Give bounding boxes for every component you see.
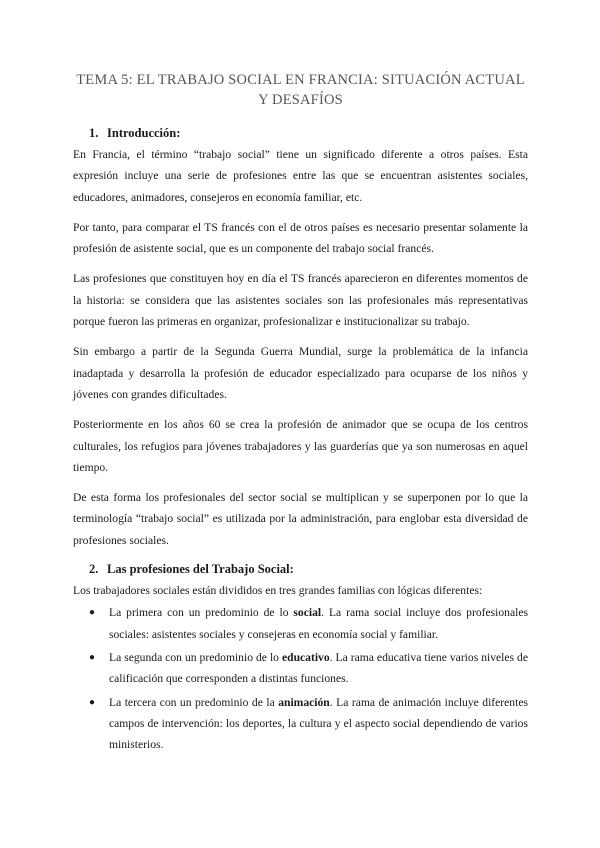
list-item-text: . La rama social incluye dos profesionales sociales: asistentes sociales y consejeras en economía social y familiar. <box>109 606 528 641</box>
section-1-number: 1. <box>89 126 99 140</box>
section-2-intro: Los trabajadores sociales están divididos en tres grandes familias con lógicas diferentes: <box>73 584 483 598</box>
bullet-icon: ● <box>89 696 96 708</box>
bullet-icon: ● <box>89 607 96 619</box>
list-item <box>73 692 528 756</box>
section-2-heading <box>73 560 528 578</box>
list-item-keyword: educativo <box>281 650 330 664</box>
professions-list <box>73 602 528 755</box>
list-item <box>73 602 528 645</box>
section-2-title: Las profesiones del Trabajo Social: <box>107 562 294 577</box>
paragraph-intro-3: Las profesiones que constituyen hoy en día el TS francés aparecieron en diferentes momentos de la historia: se considera que las asistentes sociales son las profesionales más representativas porque fueron las primeras en organizar, profesionalizar e institucionalizar su trabajo. <box>73 272 528 329</box>
list-item-text: La segunda con un predominio de lo <box>109 650 282 664</box>
section-1-title: Introducción: <box>107 126 181 140</box>
section-2-number: 2. <box>89 562 99 577</box>
paragraph-intro-2: Por tanto, para comparar el TS francés con el de otros países es necesario presentar solamente la profesión de asistente social, que es un componente del trabajo social francés. <box>73 220 528 256</box>
list-item-keyword: animación <box>278 695 330 709</box>
section-1-heading <box>73 124 528 142</box>
list-item-text: . La rama educativa tiene varios niveles de calificación que corresponden a distintas funciones. <box>109 650 528 686</box>
list-item-text: La primera con un predominio de lo <box>109 606 294 620</box>
document-page <box>73 70 528 757</box>
paragraph-intro-4: Sin embargo a partir de la Segunda Guerra Mundial, surge la problemática de la infancia inadaptada y desarrolla la profesión de educador especializado para ocuparse de los niños y jóvenes con grandes dificultades. <box>73 345 528 401</box>
list-item-text: La tercera con un predominio de la <box>109 695 279 709</box>
paragraph-intro-6: De esta forma los profesionales del sector social se multiplican y se superponen por lo que la terminología “trabajo social” es utilizada por la administración, para englobar esta diversidad de profesiones sociales. <box>73 491 528 547</box>
list-item <box>73 647 528 690</box>
list-item-keyword: social <box>293 606 322 620</box>
paragraph-intro-1: En Francia, el término “trabajo social” tiene un significado diferente a otros países. Esta expresión incluye una serie de profesiones entre las que se encuentran asistentes sociales, educadores, animadores, consejeros en economía familiar, etc. <box>73 148 528 204</box>
paragraph-intro-5: Posteriormente en los años 60 se crea la profesión de animador que se ocupa de los centros culturales, los refugios para jóvenes trabajadores y las guarderías que ya son numerosas en aquel tiempo. <box>73 418 528 474</box>
bullet-icon: ● <box>89 651 96 663</box>
list-item-text: . La rama de animación incluye diferentes campos de intervención: los deportes, la cultura y el aspecto social dependiendo de varios ministerios. <box>109 695 528 752</box>
document-title: TEMA 5: EL TRABAJO SOCIAL EN FRANCIA: SITUACIÓN ACTUAL Y DESAFÍOS <box>76 72 525 108</box>
